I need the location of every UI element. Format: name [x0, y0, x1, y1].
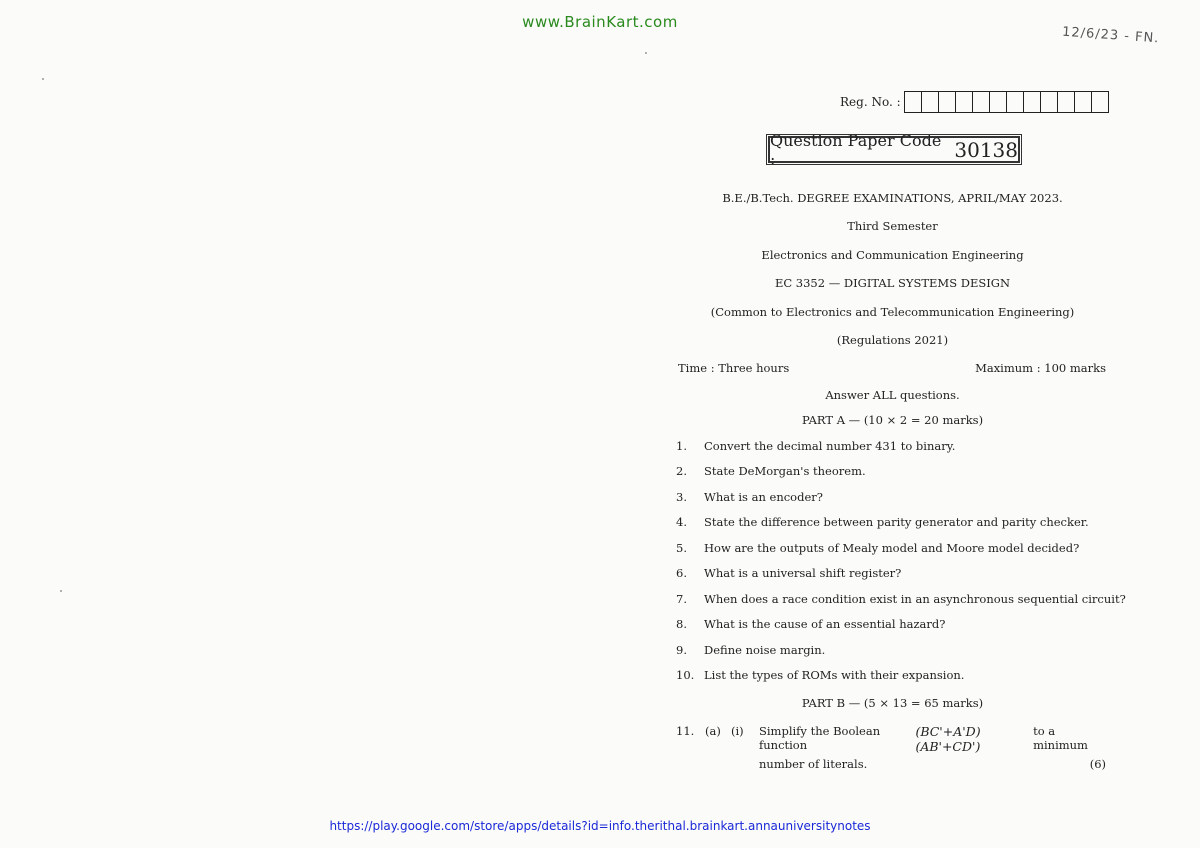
reg-no-digit-box — [905, 92, 922, 112]
part-a-question — [676, 617, 945, 631]
reg-no-digit-box — [1075, 92, 1092, 112]
question-number: 7. — [676, 592, 687, 606]
question-text: What is a universal shift register? — [704, 566, 902, 580]
question-text: What is the cause of an essential hazard? — [704, 617, 946, 631]
paper-code-number: 30138 — [954, 137, 1018, 162]
reg-no-digit-box — [1058, 92, 1075, 112]
question-number: 1. — [676, 439, 687, 453]
department: Electronics and Communication Engineering — [761, 248, 1024, 262]
question-number: 11. — [676, 724, 695, 738]
part-a-question — [676, 592, 1126, 606]
scan-speck — [645, 52, 647, 54]
question-text: When does a race condition exist in an asynchronous sequential circuit? — [704, 592, 1126, 606]
reg-no-digit-box — [956, 92, 973, 112]
question-text-line2: number of literals. — [759, 757, 868, 771]
question-number: 10. — [676, 668, 695, 682]
reg-no-field — [840, 91, 1109, 113]
reg-no-digit-box — [1007, 92, 1024, 112]
reg-no-digit-box — [939, 92, 956, 112]
part-a-question — [676, 490, 823, 504]
question-paper-code-box — [768, 130, 1020, 169]
boolean-expression: (BC'+A'D)(AB'+CD') — [915, 724, 981, 754]
time-marks-row — [678, 361, 1106, 375]
question-number: 8. — [676, 617, 687, 631]
question-marks: (6) — [1089, 757, 1106, 771]
reg-no-digit-box — [1092, 92, 1108, 112]
part-a-question — [676, 668, 964, 682]
part-a-question — [676, 515, 1089, 529]
part-a-question — [676, 541, 1079, 555]
question-text: State the difference between parity generator and parity checker. — [704, 515, 1089, 529]
question-text: Convert the decimal number 431 to binary. — [704, 439, 956, 453]
part-a-question — [676, 643, 825, 657]
question-text-before: Simplify the Boolean function — [759, 724, 881, 752]
question-text: List the types of ROMs with their expansion. — [704, 668, 965, 682]
reg-no-boxes — [904, 91, 1109, 113]
reg-no-digit-box — [990, 92, 1007, 112]
regulations: (Regulations 2021) — [836, 333, 949, 347]
part-b-heading: PART B — (5 × 13 = 65 marks) — [801, 696, 984, 710]
handwritten-date-note: 12/6/23 - FN. — [1061, 24, 1160, 47]
maximum-marks: Maximum : 100 marks — [975, 361, 1106, 375]
reg-no-digit-box — [922, 92, 939, 112]
paper-code-label: Question Paper Code : — [770, 130, 942, 169]
question-number: 2. — [676, 464, 687, 478]
course-title: EC 3352 — DIGITAL SYSTEMS DESIGN — [774, 276, 1011, 290]
part-a-question — [676, 464, 866, 478]
question-text-after: to a minimum — [1033, 724, 1088, 752]
part-a-heading: PART A — (10 × 2 = 20 marks) — [801, 413, 984, 427]
scan-speck — [42, 78, 44, 80]
scan-speck — [60, 590, 62, 592]
question-text: State DeMorgan's theorem. — [704, 464, 866, 478]
question-text: Define noise margin. — [704, 643, 826, 657]
reg-no-digit-box — [1024, 92, 1041, 112]
question-number: 3. — [676, 490, 687, 504]
site-header-link[interactable]: www.BrainKart.com — [522, 13, 678, 31]
instruction: Answer ALL questions. — [825, 388, 960, 402]
question-number: 6. — [676, 566, 687, 580]
question-11a-i — [676, 724, 1106, 771]
question-number: 9. — [676, 643, 687, 657]
common-to: (Common to Electronics and Telecommunication Engineering) — [710, 305, 1075, 319]
reg-no-digit-box — [973, 92, 990, 112]
exam-title: B.E./B.Tech. DEGREE EXAMINATIONS, APRIL/MAY 2023. — [722, 191, 1063, 205]
time-allowed: Time : Three hours — [678, 361, 790, 375]
footer-play-store-link[interactable]: https://play.google.com/store/apps/details?id=info.therithal.brainkart.annauniversitynotes — [329, 819, 871, 833]
question-number: 4. — [676, 515, 687, 529]
semester: Third Semester — [847, 219, 938, 233]
reg-no-label: Reg. No. : — [840, 95, 901, 109]
question-subsub-label: (i) — [731, 724, 744, 738]
part-a-question — [676, 439, 955, 453]
reg-no-digit-box — [1041, 92, 1058, 112]
question-number: 5. — [676, 541, 687, 555]
question-text: How are the outputs of Mealy model and Moore model decided? — [704, 541, 1080, 555]
question-sub-label: (a) — [705, 724, 721, 738]
question-text: What is an encoder? — [704, 490, 823, 504]
part-a-question — [676, 566, 901, 580]
